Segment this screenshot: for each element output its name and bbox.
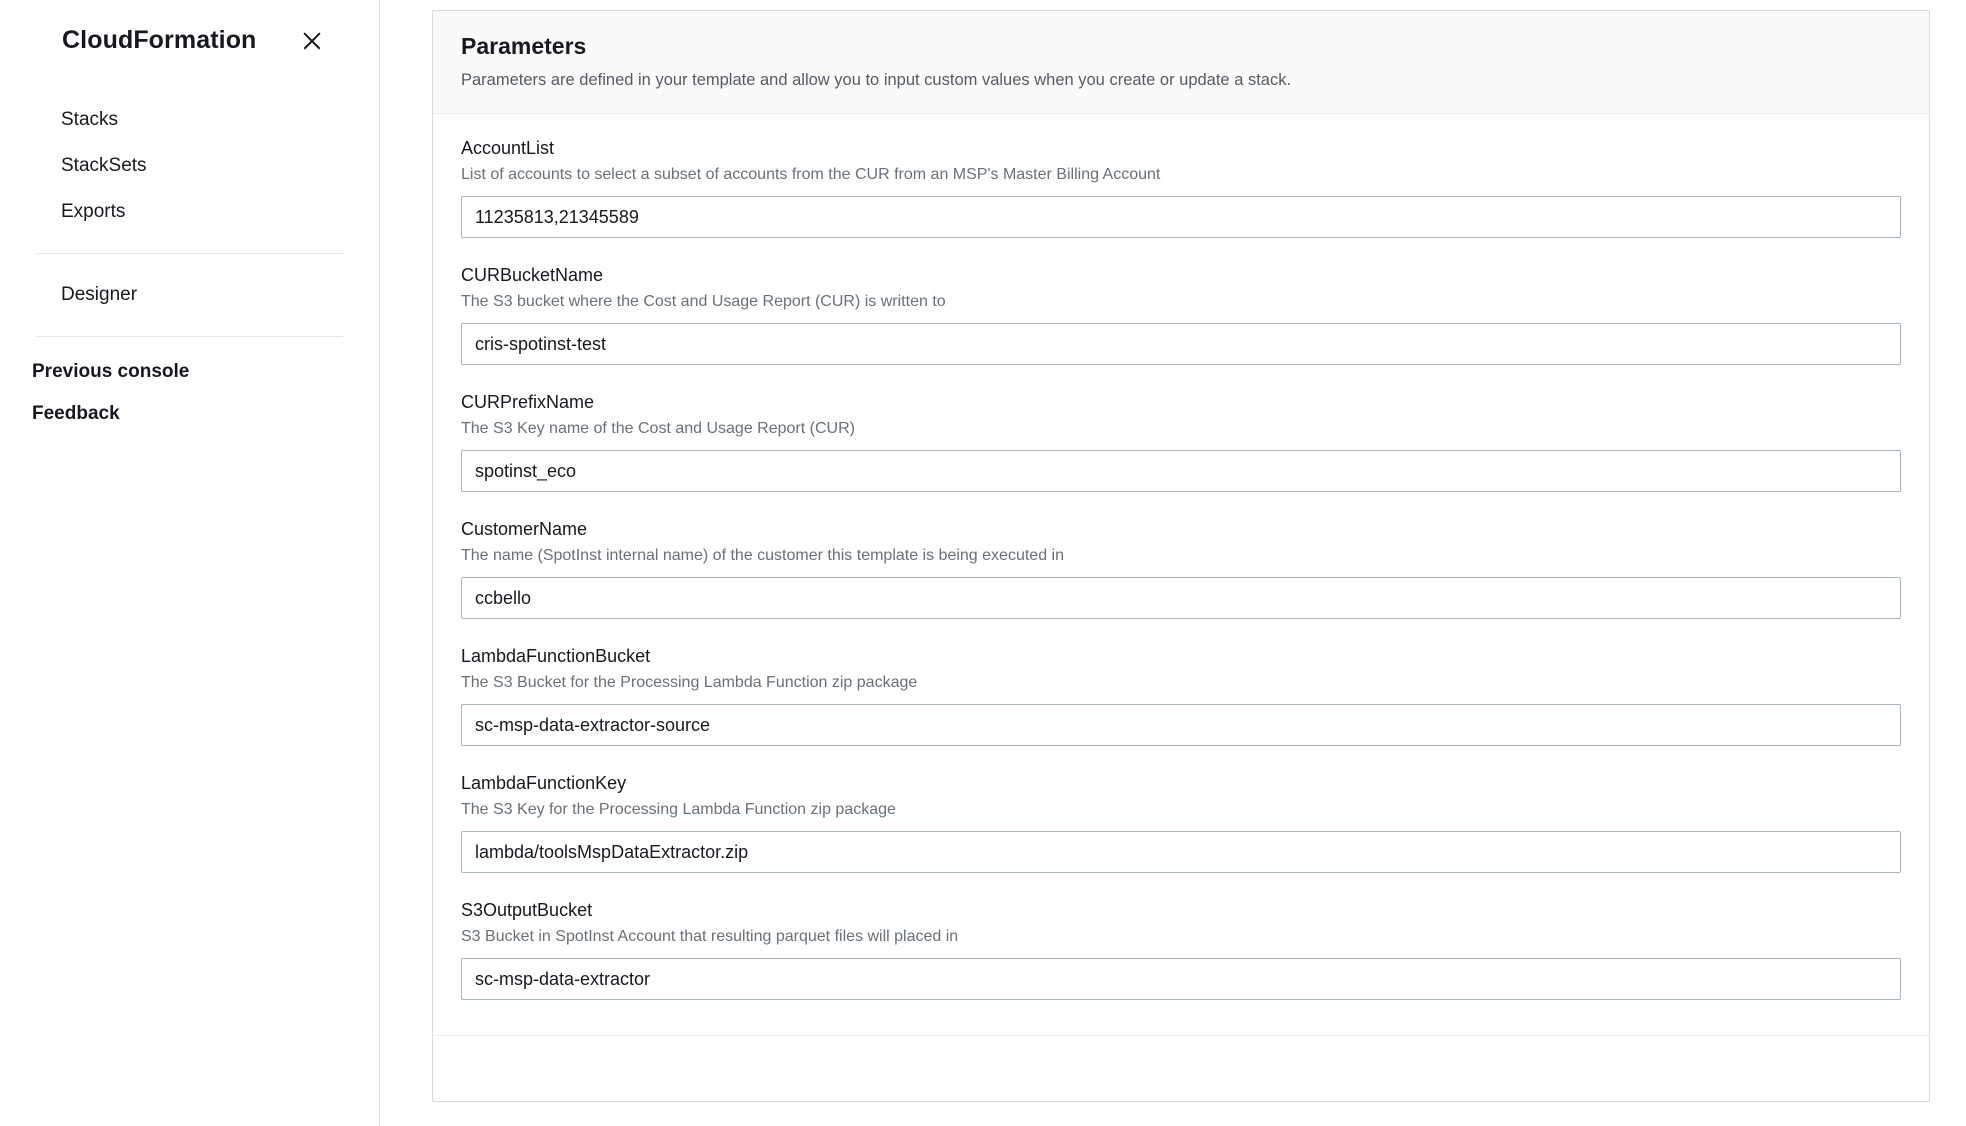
parameter-label: CURPrefixName (461, 392, 595, 412)
parameter-input-lambdafunctionbucket[interactable] (461, 704, 1901, 746)
parameter-label: CustomerName (461, 519, 588, 539)
parameter-label: CURBucketName (461, 265, 604, 285)
parameter-description: S3 Bucket in SpotInst Account that resulting parquet files will placed in (461, 928, 959, 945)
sidebar-item-stacksets[interactable]: StackSets (61, 155, 147, 176)
sidebar-item-exports[interactable]: Exports (61, 201, 126, 222)
panel-divider (433, 1035, 1929, 1036)
sidebar-title: CloudFormation (62, 26, 257, 54)
parameter-row (461, 644, 1901, 746)
close-icon[interactable] (299, 28, 325, 54)
parameter-row (461, 898, 1901, 1000)
parameter-label: LambdaFunctionKey (461, 773, 627, 793)
parameter-description: The S3 Bucket for the Processing Lambda Function zip package (461, 674, 918, 691)
parameter-input-lambdafunctionkey[interactable] (461, 831, 1901, 873)
page-subtitle: Parameters are defined in your template and allow you to input custom values when you create or update a stack. (461, 71, 1292, 89)
parameter-input-customername[interactable] (461, 577, 1901, 619)
parameter-label: LambdaFunctionBucket (461, 646, 651, 666)
sidebar-header (0, 0, 379, 79)
parameter-row (461, 136, 1901, 238)
sidebar-secondary-nav (36, 254, 343, 337)
sidebar-footer-nav (0, 337, 379, 435)
main-content (380, 0, 1966, 1126)
parameters-list (433, 114, 1929, 1035)
parameter-input-s3outputbucket[interactable] (461, 958, 1901, 1000)
sidebar-item-designer[interactable]: Designer (61, 284, 138, 305)
parameter-row (461, 771, 1901, 873)
sidebar-item-feedback[interactable]: Feedback (32, 403, 120, 424)
parameter-description: The S3 bucket where the Cost and Usage Report (CUR) is written to (461, 293, 946, 310)
parameter-label: S3OutputBucket (461, 900, 593, 920)
parameter-description: The name (SpotInst internal name) of the customer this template is being executed in (461, 547, 1064, 564)
parameter-row (461, 263, 1901, 365)
sidebar-item-previous-console[interactable]: Previous console (32, 361, 190, 382)
sidebar (0, 0, 380, 1126)
parameter-description: The S3 Key name of the Cost and Usage Report (CUR) (461, 420, 855, 437)
parameter-input-accountlist[interactable] (461, 196, 1901, 238)
parameter-input-curbucketname[interactable] (461, 323, 1901, 365)
parameter-description: List of accounts to select a subset of accounts from the CUR from an MSP's Master Billing Account (461, 166, 1161, 183)
parameter-label: AccountList (461, 138, 555, 158)
parameter-row (461, 390, 1901, 492)
sidebar-item-stacks[interactable]: Stacks (61, 109, 119, 130)
parameters-panel (432, 10, 1930, 1102)
sidebar-primary-nav (36, 79, 343, 254)
page-title: Parameters (461, 33, 587, 59)
parameter-row (461, 517, 1901, 619)
parameters-panel-header (433, 11, 1929, 114)
parameter-input-curprefixname[interactable] (461, 450, 1901, 492)
parameter-description: The S3 Key for the Processing Lambda Function zip package (461, 801, 896, 818)
